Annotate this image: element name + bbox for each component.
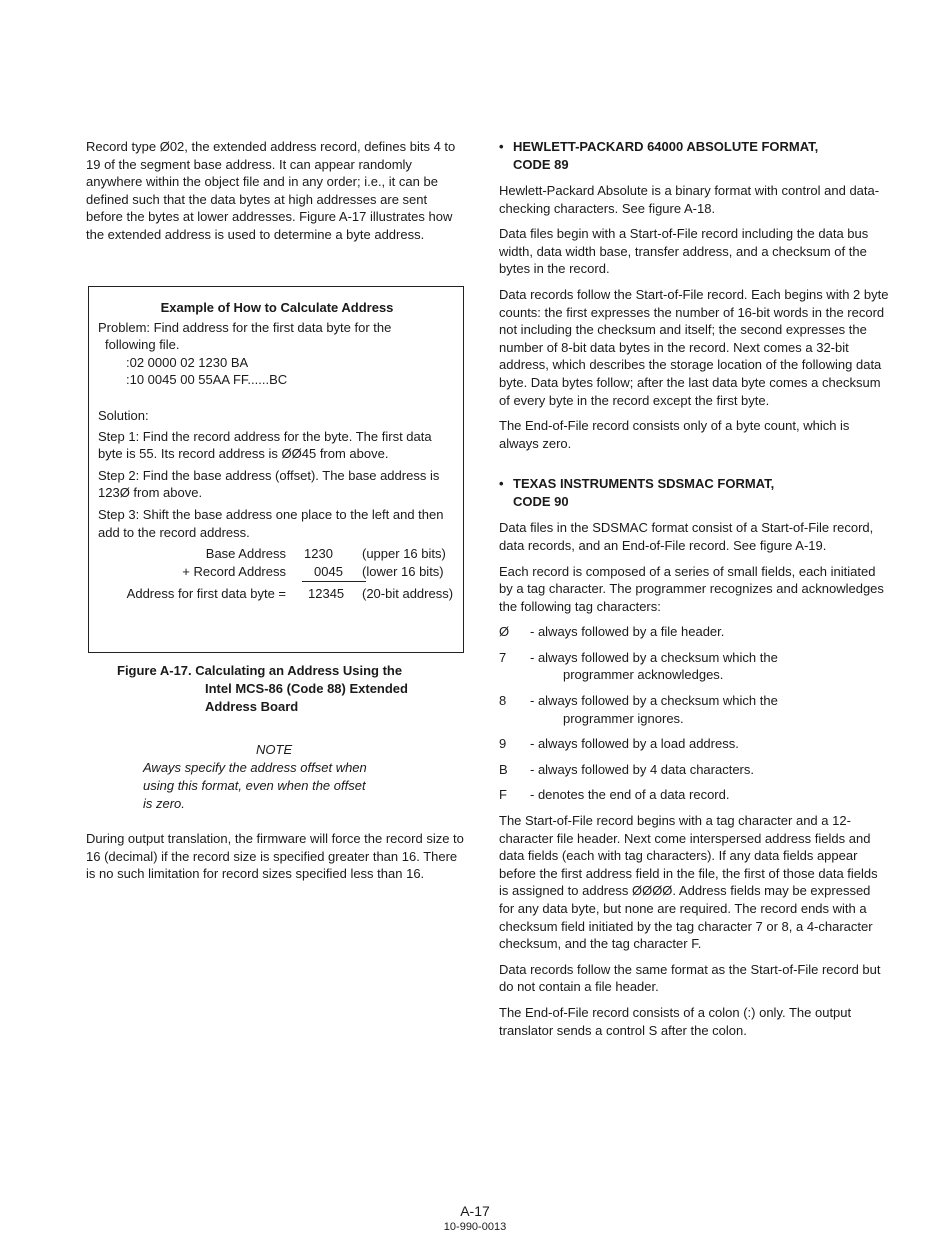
tag-desc: - always followed by 4 data characters.	[530, 761, 754, 777]
note-title: NOTE	[256, 742, 293, 757]
hp-paragraph-4: The End-of-File record consists only of a byte count, which is always zero.	[499, 418, 850, 451]
right-column	[499, 138, 889, 1039]
calc-label: Base Address	[205, 546, 286, 562]
intro-paragraph: Record type Ø02, the extended address record, defines bits 4 to 19 of the segment base address. It can appear randomly anywhere within the object file and in any order; i.e., it can be defined such that the data bytes at high addresses are sent before the bytes at lower addresses. Figure A-17 illustrates how the extended address is used to determine a byte address.	[86, 139, 456, 242]
tag-char: B	[499, 761, 508, 777]
output-translation-block	[86, 830, 466, 883]
tag-desc: - always followed by a load address.	[530, 736, 739, 752]
ti-paragraph-1: Data files in the SDSMAC format consist of a Start-of-File record, data records, and an End-of-File record. See figure A-19.	[499, 520, 874, 553]
left-column	[86, 138, 466, 244]
note-block	[143, 741, 443, 813]
ti-paragraph-4: Data records follow the same format as the Start-of-File record but do not contain a file header.	[499, 961, 881, 995]
problem-line-2: following file.	[105, 337, 180, 353]
file-line-2: :10 0045 00 55AA FF......BC	[126, 372, 288, 388]
calc-row-result	[98, 585, 456, 603]
ti-paragraph-3: The Start-of-File record begins with a tag character and a 12-character file header. Next come interspersed address fields and data fields (each with tag characters). If any data fields appear before the first address field in the file, the first of those data fields is assigned to address ØØØØ. Address fields may be expressed for any data byte, but none are required. The record ends with a checksum field initiated by the tag character 7 or 8, a 4-character checksum, and the tag character F.	[499, 813, 878, 952]
ti-paragraph-2: Each record is composed of a series of small fields, each initiated by a tag character. The programmer recognizes and acknowledges the following tag characters:	[499, 563, 884, 614]
tag-desc: - always followed by a checksum which the	[530, 693, 778, 709]
tag-char: F	[499, 787, 507, 803]
example-box-content	[98, 299, 456, 603]
example-title: Example of How to Calculate Address	[160, 300, 394, 315]
note-line-3: is zero.	[143, 796, 185, 811]
tag-char: 8	[499, 693, 507, 709]
calc-row-base	[98, 545, 456, 563]
step-2: Step 2: Find the base address (offset). The base address is 123Ø from above.	[98, 467, 440, 501]
caption-line-2: Intel MCS-86 (Code 88) Extended	[205, 681, 408, 696]
note-line-1: Aways specify the address offset when	[143, 760, 367, 775]
hp-paragraph-3: Data records follow the Start-of-File record. Each begins with 2 byte counts: the first expresses the number of 16-bit words in the record not including the checksum and itself; the second expresses the number of 8-bit data bytes in the record. Next comes a 32-bit address, which describes the storage location of the following data byte. Data bytes follow; after the last data byte comes a checksum of every byte in the record except the first byte.	[499, 286, 889, 408]
page-number: A-17	[460, 1203, 490, 1219]
bullet-icon: •	[499, 476, 504, 492]
calc-label: + Record Address	[182, 564, 286, 580]
calc-value: 0045	[314, 564, 343, 580]
calc-note: (upper 16 bits)	[362, 546, 446, 562]
document-number: 10-990-0013	[443, 1221, 507, 1233]
calc-note: (20-bit address)	[362, 586, 454, 602]
calc-value: 12345	[308, 586, 345, 602]
output-paragraph: During output translation, the firmware will force the record size to 16 (decimal) if the record size is specified greater than 16. There is no such limitation for record sizes specified less than 16.	[86, 831, 464, 882]
hp-paragraph-1: Hewlett-Packard Absolute is a binary format with control and data-checking characters. See figure A-18.	[499, 183, 880, 216]
tag-desc: - always followed by a checksum which the	[530, 649, 778, 665]
tag-list	[499, 623, 889, 804]
tag-item	[499, 761, 889, 779]
note-line-2: using this format, even when the offset	[143, 778, 366, 793]
calc-value: 1230	[304, 546, 333, 562]
tag-item	[499, 623, 889, 641]
caption-line-3: Address Board	[205, 699, 299, 714]
calc-label: Address for first data byte =	[126, 586, 286, 602]
ti-heading-line-2: CODE 90	[513, 494, 569, 510]
hp-heading-line-1: HEWLETT-PACKARD 64000 ABSOLUTE FORMAT,	[513, 139, 819, 154]
sum-underline	[302, 581, 366, 582]
solution-label: Solution:	[98, 407, 149, 423]
ti-paragraph-5: The End-of-File record consists of a colon (:) only. The output translator sends a control S after the colon.	[499, 1004, 852, 1038]
ti-heading-line-1: TEXAS INSTRUMENTS SDSMAC FORMAT,	[513, 476, 775, 492]
figure-caption	[117, 662, 457, 716]
step-3: Step 3: Shift the base address one place to the left and then add to the record address.	[98, 506, 444, 540]
problem-line-1: Problem: Find address for the first data byte for the	[98, 319, 392, 335]
tag-char: 7	[499, 649, 507, 665]
example-box	[88, 286, 464, 653]
calc-note: (lower 16 bits)	[362, 564, 444, 580]
tag-desc-cont: programmer ignores.	[563, 710, 684, 726]
tag-desc: - denotes the end of a data record.	[530, 787, 730, 803]
calc-row-record	[98, 563, 456, 581]
tag-item	[499, 735, 889, 753]
bullet-icon: •	[499, 139, 504, 154]
caption-line-1: Figure A-17. Calculating an Address Using the	[117, 663, 403, 678]
hp-heading-line-2: CODE 89	[513, 157, 569, 172]
tag-char: Ø	[499, 624, 510, 640]
tag-desc-cont: programmer acknowledges.	[563, 667, 724, 683]
ti-heading	[499, 475, 889, 511]
tag-desc: - always followed by a file header.	[530, 624, 725, 640]
tag-item	[499, 692, 889, 727]
tag-item	[499, 649, 889, 684]
step-1: Step 1: Find the record address for the byte. The first data byte is 55. Its record address is ØØ45 from above.	[98, 428, 432, 462]
tag-char: 9	[499, 736, 507, 752]
hp-heading	[499, 138, 889, 174]
file-line-1: :02 0000 02 1230 BA	[126, 354, 249, 370]
hp-paragraph-2: Data files begin with a Start-of-File record including the data bus width, data width base, transfer address, and a checksum of the bytes in the record.	[499, 226, 869, 277]
tag-item	[499, 786, 889, 804]
